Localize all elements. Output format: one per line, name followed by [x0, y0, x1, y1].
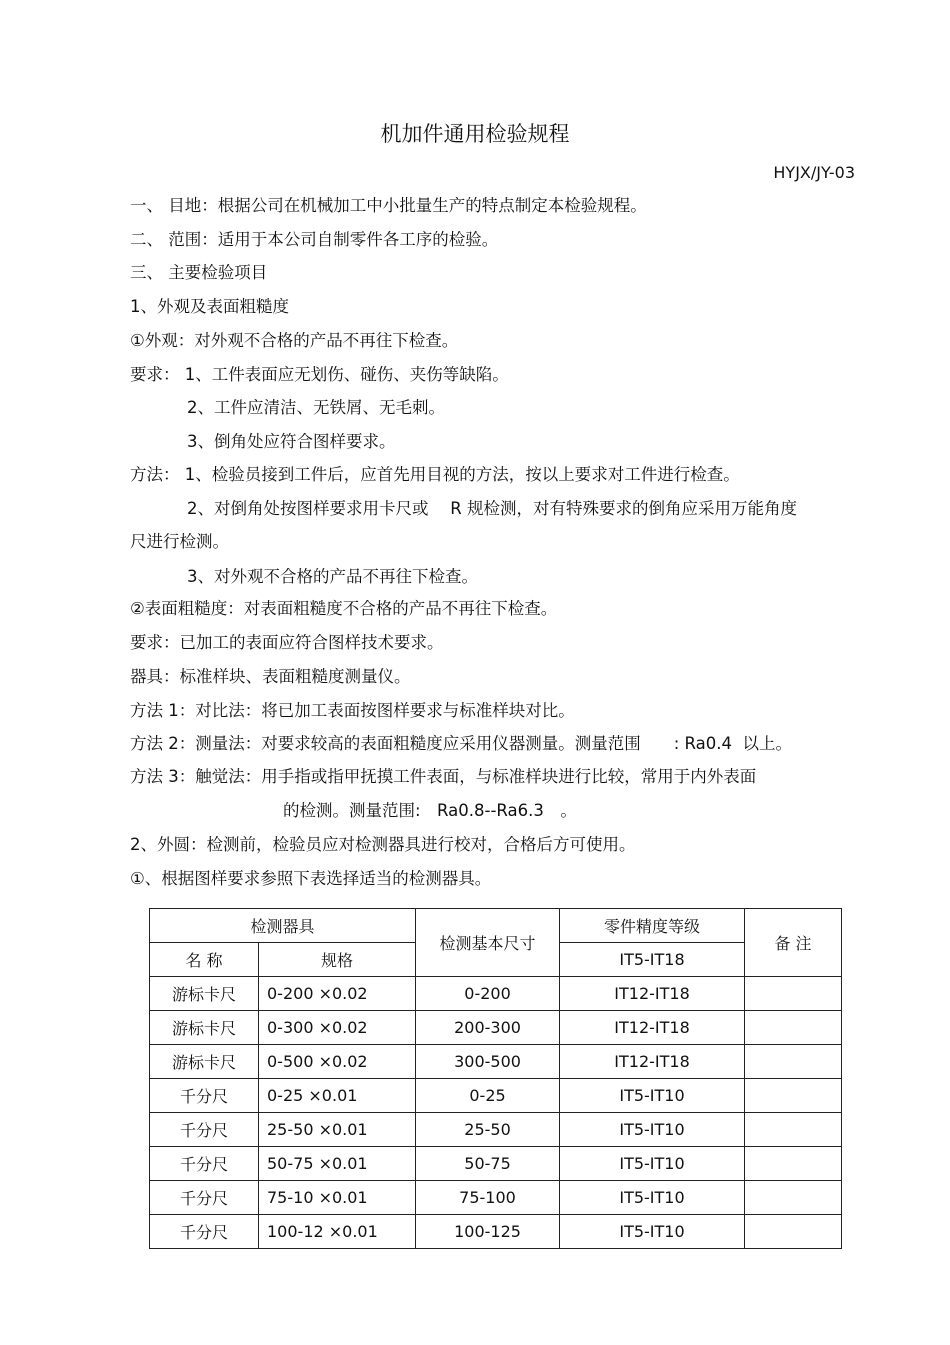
cell-grade: IT5-IT10: [560, 1079, 745, 1113]
requirement-2: 2、工件应清洁、无铁屑、无毛刺。: [187, 398, 445, 417]
inspection-tools-table: [149, 908, 842, 1249]
cell-spec: 0-200 ×0.02: [259, 977, 416, 1011]
cell-grade: IT5-IT10: [560, 1181, 745, 1215]
cell-grade: IT5-IT10: [560, 1147, 745, 1181]
cell-grade: IT12-IT18: [560, 1011, 745, 1045]
cell-name: 游标卡尺: [150, 977, 259, 1011]
header-spec: 规格: [259, 943, 416, 977]
cell-note: [745, 1147, 842, 1181]
section-purpose: 一、 目地：根据公司在机械加工中小批量生产的特点制定本检验规程。: [130, 196, 647, 215]
cell-spec: 0-25 ×0.01: [259, 1079, 416, 1113]
cell-spec: 75-10 ×0.01: [259, 1181, 416, 1215]
table-row: [150, 1079, 842, 1113]
requirement-1: 要求： 1、工件表面应无划伤、碰伤、夹伤等缺陷。: [130, 365, 509, 384]
cell-grade: IT5-IT10: [560, 1113, 745, 1147]
cell-note: [745, 1011, 842, 1045]
cell-base-size: 100-125: [416, 1215, 560, 1249]
cell-spec: 0-500 ×0.02: [259, 1045, 416, 1079]
section-scope: 二、 范围：适用于本公司自制零件各工序的检验。: [130, 230, 499, 249]
table-row: [150, 1215, 842, 1249]
appearance-intro: ①外观：对外观不合格的产品不再往下检查。: [130, 331, 459, 350]
cell-name: 游标卡尺: [150, 1045, 259, 1079]
table-row: [150, 1147, 842, 1181]
cell-name: 千分尺: [150, 1113, 259, 1147]
cell-note: [745, 1113, 842, 1147]
roughness-method-3-cont: 的检测。测量范围: Ra0.8--Ra6.3 。: [283, 801, 577, 820]
cell-grade: IT12-IT18: [560, 977, 745, 1011]
cell-name: 千分尺: [150, 1079, 259, 1113]
cell-base-size: 200-300: [416, 1011, 560, 1045]
table-row: [150, 1011, 842, 1045]
table-row: [150, 1181, 842, 1215]
method-3: 3、对外观不合格的产品不再往下检查。: [187, 567, 478, 586]
method-1: 方法： 1、检验员接到工件后，应首先用目视的方法，按以上要求对工件进行检查。: [130, 465, 740, 484]
cell-grade: IT12-IT18: [560, 1045, 745, 1079]
method-2: 2、对倒角处按图样要求用卡尺或 R 规检测，对有特殊要求的倒角应采用万能角度: [187, 499, 797, 518]
cell-spec: 100-12 ×0.01: [259, 1215, 416, 1249]
cell-note: [745, 977, 842, 1011]
cell-name: 千分尺: [150, 1147, 259, 1181]
roughness-requirement: 要求：已加工的表面应符合图样技术要求。: [130, 633, 444, 652]
cell-spec: 25-50 ×0.01: [259, 1113, 416, 1147]
cell-grade: IT5-IT10: [560, 1215, 745, 1249]
cell-base-size: 0-200: [416, 977, 560, 1011]
cell-note: [745, 1215, 842, 1249]
cell-note: [745, 1181, 842, 1215]
requirement-3: 3、倒角处应符合图样要求。: [187, 432, 396, 451]
table-header-row: [150, 909, 842, 943]
header-base-size: 检测基本尺寸: [416, 909, 560, 977]
roughness-tools: 器具：标准样块、表面粗糙度测量仪。: [130, 667, 411, 686]
table-row: [150, 1045, 842, 1079]
item-appearance-heading: 1、外观及表面粗糙度: [130, 297, 289, 316]
cell-note: [745, 1079, 842, 1113]
header-grade: 零件精度等级: [560, 909, 745, 943]
method-2-cont: 尺进行检测。: [130, 532, 229, 551]
cell-base-size: 300-500: [416, 1045, 560, 1079]
cell-note: [745, 1045, 842, 1079]
roughness-method-3: 方法 3：触觉法：用手指或指甲抚摸工件表面，与标准样块进行比较，常用于内外表面: [130, 767, 757, 786]
document-number: HYJX/JY-03: [773, 163, 855, 182]
roughness-method-2: 方法 2：测量法：对要求较高的表面粗糙度应采用仪器测量。测量范围 : Ra0.4 以上。: [130, 734, 792, 753]
table-row: [150, 1113, 842, 1147]
section-items-heading: 三、 主要检验项目: [130, 263, 268, 282]
cell-name: 千分尺: [150, 1181, 259, 1215]
roughness-intro: ②表面粗糙度：对表面粗糙度不合格的产品不再往下检查。: [130, 599, 558, 618]
item-outer-circle-heading: 2、外圆：检测前，检验员应对检测器具进行校对，合格后方可使用。: [130, 835, 636, 854]
outer-circle-step-1: ①、根据图样要求参照下表选择适当的检测器具。: [130, 869, 492, 888]
cell-spec: 50-75 ×0.01: [259, 1147, 416, 1181]
table-row: [150, 977, 842, 1011]
header-grade-range: IT5-IT18: [560, 943, 745, 977]
cell-base-size: 75-100: [416, 1181, 560, 1215]
cell-spec: 0-300 ×0.02: [259, 1011, 416, 1045]
cell-base-size: 0-25: [416, 1079, 560, 1113]
page-title: 机加件通用检验规程: [380, 122, 570, 146]
header-name: 名 称: [150, 943, 259, 977]
header-tools: 检测器具: [150, 909, 416, 943]
cell-name: 游标卡尺: [150, 1011, 259, 1045]
cell-name: 千分尺: [150, 1215, 259, 1249]
cell-base-size: 25-50: [416, 1113, 560, 1147]
cell-base-size: 50-75: [416, 1147, 560, 1181]
header-note: 备 注: [745, 909, 842, 977]
roughness-method-1: 方法 1：对比法：将已加工表面按图样要求与标准样块对比。: [130, 701, 575, 720]
